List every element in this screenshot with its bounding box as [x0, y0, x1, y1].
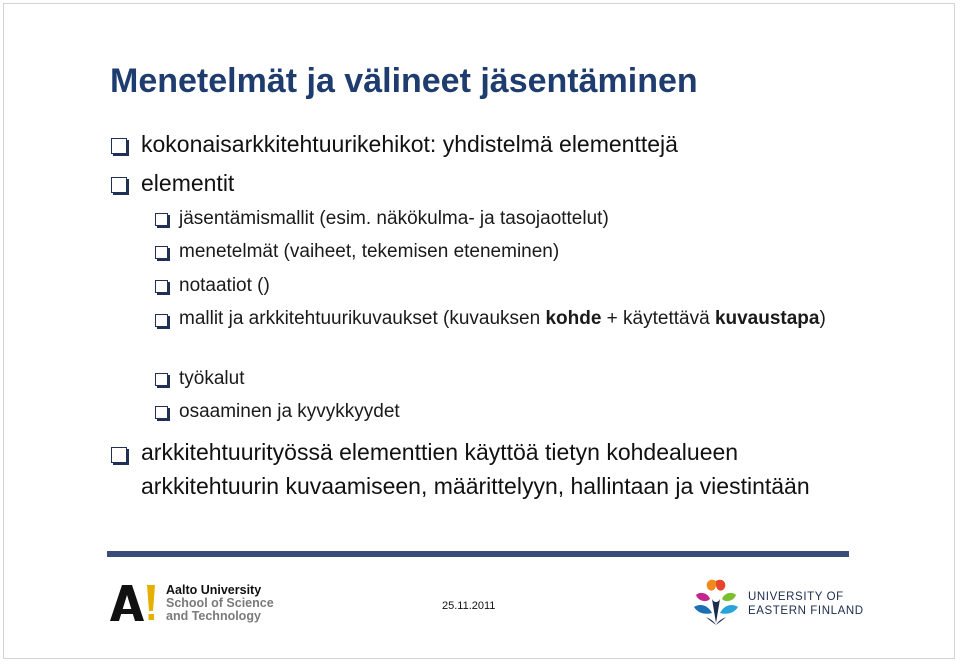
aalto-university-wordmark: Aalto University School of Science and Technology [166, 583, 274, 623]
sub-bullet-text: jäsentämismallit (esim. näkökulma- ja tasojaottelut) [179, 208, 609, 229]
sub-bullet-text: notaatiot () [179, 275, 270, 296]
checkbox-bullet-icon [155, 314, 168, 327]
slide-date: 25.11.2011 [442, 600, 496, 612]
sub-bullet-text: mallit ja arkkitehtuurikuvaukset (kuvauksen kohde + käytettävä kuvaustapa) [179, 308, 826, 329]
emphasis-text: kohde [545, 308, 602, 329]
sub-bullet-text: menetelmät (vaiheet, tekemisen eteneminen) [179, 241, 560, 262]
sub-bullet-text: työkalut [179, 368, 245, 389]
bullet-text: elementit [141, 170, 235, 196]
bullet-text: kokonaisarkkitehtuurikehikot: yhdistelmä elementtejä [141, 131, 678, 157]
uef-logo-icon [690, 575, 742, 627]
checkbox-bullet-icon [111, 138, 127, 154]
checkbox-bullet-icon [155, 280, 168, 293]
slide-title: Menetelmät ja välineet jäsentäminen [110, 62, 698, 100]
footer-divider [107, 551, 849, 557]
checkbox-bullet-icon [155, 406, 168, 419]
bullet-text: arkkitehtuurityössä elementtien käyttöä tietyn kohdealueen arkkitehtuurin kuvaamiseen, määrittelyyn, hallintaan ja viestintään [141, 439, 810, 499]
sub-bullet-text: osaaminen ja kyvykkyydet [179, 401, 400, 422]
checkbox-bullet-icon [155, 213, 168, 226]
checkbox-bullet-icon [155, 246, 168, 259]
checkbox-bullet-icon [111, 177, 127, 193]
uef-wordmark: UNIVERSITY OF EASTERN FINLAND [748, 591, 864, 617]
emphasis-text: kuvaustapa [714, 308, 820, 329]
aalto-logo-icon [110, 583, 156, 623]
checkbox-bullet-icon [111, 447, 127, 463]
checkbox-bullet-icon [155, 373, 168, 386]
